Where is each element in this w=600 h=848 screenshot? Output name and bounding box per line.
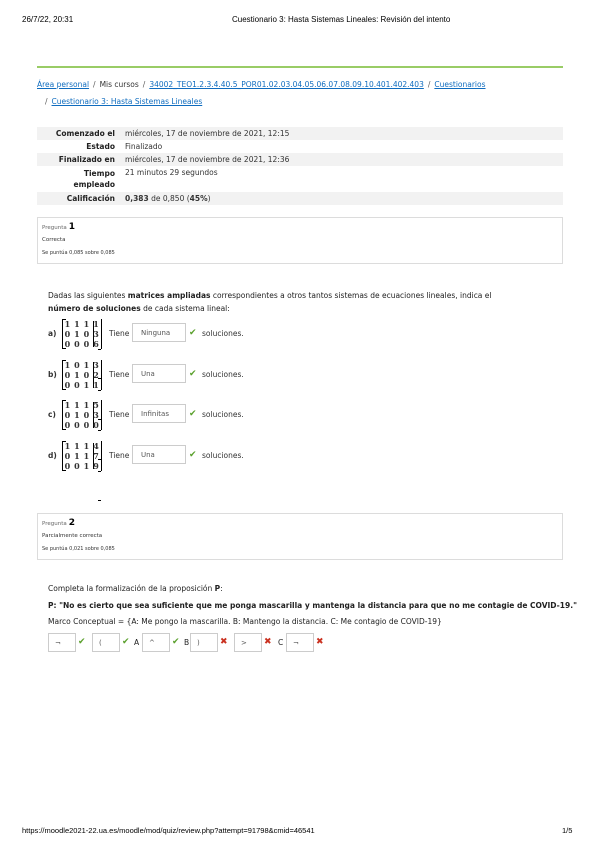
question-2-info [37, 513, 563, 560]
grade-score: 0,383 [125, 194, 149, 203]
q2-text-a: Completa la formalización de la proposición [48, 584, 215, 593]
breadcrumb-mis-cursos: Mis cursos [99, 80, 139, 89]
print-datetime: 26/7/22, 20:31 [22, 15, 74, 24]
correct-check-icon: ✔ [189, 369, 197, 379]
attempt-summary-table [37, 127, 563, 205]
answer-select[interactable]: Infinitas [132, 404, 186, 423]
matrix-row: 0 1 0 2 [64, 370, 100, 380]
q1-text-a: Dadas las siguientes [48, 291, 128, 300]
question-prefix: Pregunta [42, 225, 67, 231]
matrix-row: 1 0 1 3 [64, 360, 100, 370]
correct-check-icon: ✔ [122, 637, 130, 647]
soluciones-label: soluciones. [202, 410, 244, 419]
page-top-bar [37, 66, 563, 68]
breadcrumb-separator: / [45, 97, 48, 106]
summary-label: Finalizado en [58, 155, 115, 164]
print-page-number: 1/5 [562, 826, 573, 835]
tiene-label: Tiene [109, 329, 130, 338]
question-2-intro [48, 582, 223, 595]
question-prefix: Pregunta [42, 521, 67, 527]
summary-value: miércoles, 17 de noviembre de 2021, 12:36 [125, 155, 290, 164]
grade-percent: 45% [189, 194, 208, 203]
question-number [42, 222, 75, 232]
summary-row [37, 127, 563, 140]
question-state: Correcta [42, 237, 66, 243]
token-select[interactable]: > [234, 633, 262, 652]
breadcrumb-separator: / [427, 80, 431, 89]
q1-text-e: de cada sistema lineal: [140, 304, 230, 313]
tiene-label: Tiene [109, 451, 130, 460]
matrix-row: 0 1 0 3 [64, 410, 100, 420]
tiene-label: Tiene [109, 410, 130, 419]
matrix-row: 0 0 0 0 [64, 420, 100, 430]
token-select[interactable]: ^ [142, 633, 170, 652]
question-number-value: 1 [68, 222, 75, 232]
question-2-marco: Marco Conceptual = {A: Me pongo la mascarilla. B: Mantengo la distancia. C: Me contagio de COVID-19} [48, 617, 442, 626]
question-state: Parcialmente correcta [42, 533, 103, 539]
token-select[interactable]: ( [92, 633, 120, 652]
item-label: a) [48, 329, 57, 338]
item-label: b) [48, 370, 57, 379]
summary-label: Comenzado el [55, 129, 115, 138]
q2-text-c: : [220, 584, 223, 593]
item-label: c) [48, 410, 56, 419]
breadcrumb-course[interactable]: 34002_TEO1.2.3.4.40.5_POR01.02.03.04.05.06.07.08.09.10.401.402.403 [149, 80, 424, 89]
summary-row [37, 140, 563, 153]
grade-of: de 0,850 ( [151, 194, 190, 203]
soluciones-label: soluciones. [202, 370, 244, 379]
question-2-statement: P: "No es cierto que sea suficiente que me ponga mascarilla y mantenga la distancia para que no me contagie de COVID-19." [48, 601, 577, 610]
question-1-text [48, 289, 518, 315]
matrix-row: 0 1 1 7 [64, 451, 100, 461]
question-number [42, 518, 75, 528]
q2-text-bold-p: P [214, 584, 221, 593]
summary-label: Calificación [66, 194, 115, 203]
breadcrumb-area-personal[interactable]: Área personal [37, 80, 90, 89]
summary-value: Finalizado [125, 142, 163, 151]
item-label: d) [48, 451, 57, 460]
summary-value: miércoles, 17 de noviembre de 2021, 12:15 [125, 129, 290, 138]
token-select[interactable]: ¬ [48, 633, 76, 652]
matrix-row: 1 1 1 5 [64, 400, 100, 410]
incorrect-cross-icon: ✖ [220, 637, 228, 647]
question-grade: Se puntúa 0,021 sobre 0,085 [42, 546, 115, 552]
q1-text-bold-matrices: matrices ampliadas [127, 291, 211, 300]
summary-row [37, 166, 563, 192]
q1-text-c: correspondientes a otros tantos sistemas de ecuaciones lineales, indica el [210, 291, 492, 300]
breadcrumb-line-2 [37, 97, 202, 106]
summary-value: 21 minutos 29 segundos [125, 168, 218, 177]
matrix-row: 0 1 0 3 [64, 329, 100, 339]
answer-select[interactable]: Una [132, 445, 186, 464]
breadcrumb-quiz[interactable]: Cuestionario 3: Hasta Sistemas Lineales [51, 97, 203, 106]
incorrect-cross-icon: ✖ [264, 637, 272, 647]
soluciones-label: soluciones. [202, 329, 244, 338]
summary-row [37, 192, 563, 205]
summary-grade [121, 192, 563, 205]
matrix-row: 1 1 1 4 [64, 441, 100, 451]
tiene-label: Tiene [109, 370, 130, 379]
breadcrumb-separator: / [93, 80, 96, 89]
answer-select[interactable]: Una [132, 364, 186, 383]
correct-check-icon: ✔ [78, 637, 86, 647]
correct-check-icon: ✔ [172, 637, 180, 647]
q1-text-bold-soluciones: número de soluciones [48, 304, 141, 313]
print-title: Cuestionario 3: Hasta Sistemas Lineales: Revisión del intento [232, 15, 451, 24]
print-url: https://moodle2021-22.ua.es/moodle/mod/quiz/review.php?attempt=91798&cmid=46541 [22, 826, 315, 835]
augmented-matrix [62, 360, 102, 390]
breadcrumb-cuestionarios[interactable]: Cuestionarios [434, 80, 486, 89]
token-select[interactable]: ¬ [286, 633, 314, 652]
matrix-row: 0 0 0 6 [64, 339, 100, 349]
breadcrumb-separator: / [142, 80, 146, 89]
soluciones-label: soluciones. [202, 451, 244, 460]
augmented-matrix [62, 441, 102, 471]
matrix-row: 0 0 1 9 [64, 461, 100, 471]
augmented-matrix [62, 400, 102, 430]
question-grade: Se puntúa 0,085 sobre 0,085 [42, 250, 115, 256]
question-1-info [37, 217, 563, 264]
grade-close: ) [207, 194, 211, 203]
variable-a: A [134, 638, 140, 647]
matrix-row: 1 1 1 1 [64, 319, 100, 329]
incorrect-cross-icon: ✖ [316, 637, 324, 647]
correct-check-icon: ✔ [189, 450, 197, 460]
breadcrumb [37, 80, 486, 89]
variable-c: C [278, 638, 284, 647]
variable-b: B [184, 638, 190, 647]
matrix-row: 0 0 1 1 [64, 380, 100, 390]
summary-row [37, 153, 563, 166]
summary-label: Tiempo empleado [73, 169, 115, 189]
correct-check-icon: ✔ [189, 328, 197, 338]
correct-check-icon: ✔ [189, 409, 197, 419]
answer-select[interactable]: Ninguna [132, 323, 186, 342]
question-number-value: 2 [68, 518, 75, 528]
augmented-matrix [62, 319, 102, 349]
summary-label: Estado [86, 142, 115, 151]
token-select[interactable]: ) [190, 633, 218, 652]
